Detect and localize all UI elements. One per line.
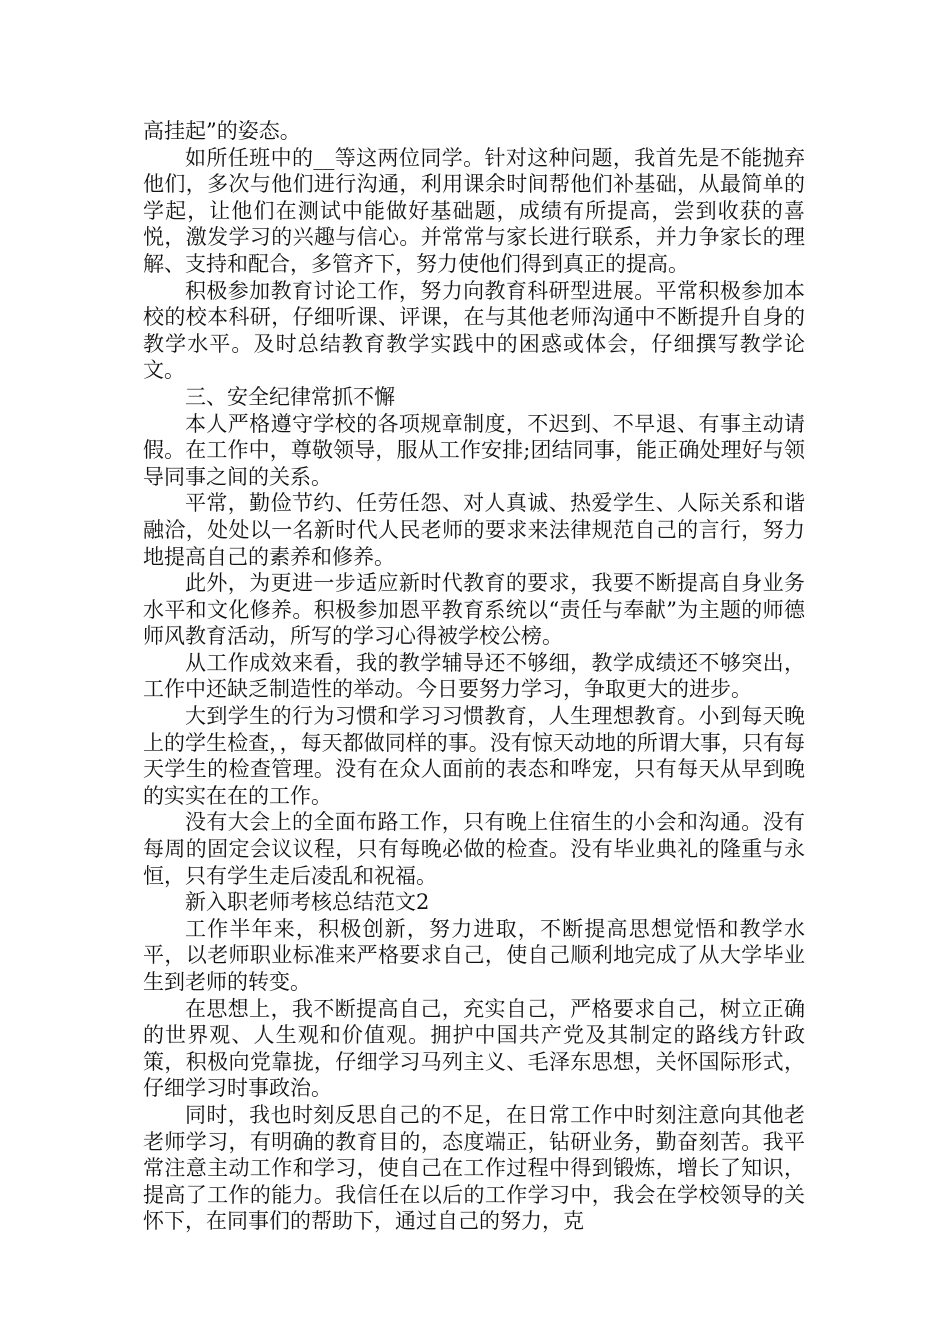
paragraph-conduct: 平常，勤俭节约、任劳任怨、对人真诚、热爱学生、人际关系和谐融洽，处处以一名新时代人民老师的要求来法律规范自己的言行，努力地提高自己的素养和修养。 — [143, 491, 805, 569]
paragraph-daily-work: 大到学生的行为习惯和学习习惯教育，人生理想教育。小到每天晚上的学生检查，，每天都做同样的事。没有惊天动地的所谓大事，只有每天学生的检查管理。没有在众人面前的表态和哗宠，只有每天从早到晚的实实在在的工作。 — [143, 704, 805, 808]
paragraph-research: 积极参加教育讨论工作，努力向教育科研型进展。平常积极参加本校的校本科研，仔细听课、评课，在与其他老师沟通中不断提升自身的教学水平。及时总结教育教学实践中的困惑或体会，仔细撰写教学论文。 — [143, 278, 805, 383]
document-body — [143, 118, 805, 1235]
paragraph-improvement: 此外，为更进一步适应新时代教育的要求，我要不断提高自身业务水平和文化修养。积极参加恩平教育系统以“责任与奉献”为主题的师德师风教育活动，所写的学习心得被学校公榜。 — [143, 571, 805, 649]
paragraph-results: 从工作成效来看，我的教学辅导还不够细，教学成绩还不够突出，工作中还缺乏制造性的举动。今日要努力学习，争取更大的进步。 — [143, 650, 805, 702]
paragraph-student-help: 如所任班中的__等这两位同学。针对这种问题，我首先是不能抛弃他们，多次与他们进行沟通，利用课余时间帮他们补基础，从最简单的学起，让他们在测试中能做好基础题，成绩有所提高，尝到收获的喜悦，激发学习的兴趣与信心。并常常与家长进行联系，并力争家长的理解、支持和配合，多管齐下，努力使他们得到真正的提高。 — [143, 145, 805, 276]
section-heading-safety: 三、安全纪律常抓不懈 — [185, 384, 395, 409]
paragraph-continuation: 高挂起”的姿态。 — [143, 119, 301, 143]
paragraph-thought: 在思想上，我不断提高自己，充实自己，严格要求自己，树立正确的世界观、人生观和价值观。拥护中国共产党及其制定的路线方针政策，积极向党靠拢，仔细学习马列主义、毛泽东思想，关怀国际形式，仔细学习时事政治。 — [143, 996, 805, 1101]
paragraph-reflection: 同时，我也时刻反思自己的不足，在日常工作中时刻注意向其他老老师学习，有明确的教育目的，态度端正，钻研业务，勤奋刻苦。我平常注意主动工作和学习，使自己在工作过程中得到锻炼，增长了知识，提高了工作的能力。我信任在以后的工作学习中，我会在学校领导的关怀下，在同事们的帮助下，通过自己的努力，克 — [143, 1102, 805, 1234]
paragraph-rules: 本人严格遵守学校的各项规章制度，不迟到、不早退、有事主动请假。在工作中，尊敬领导，服从工作安排;团结同事，能正确处理好与领导同事之间的关系。 — [143, 411, 805, 489]
paragraph-half-year: 工作半年来，积极创新，努力进取，不断提高思想觉悟和教学水平，以老师职业标准来严格要求自己，使自己顺利地完成了从大学毕业生到老师的转变。 — [143, 916, 805, 994]
paragraph-meetings: 没有大会上的全面布路工作，只有晚上住宿生的小会和沟通。没有每周的固定会议议程，只有每晚必做的检查。没有毕业典礼的隆重与永恒，只有学生走后凌乱和祝福。 — [143, 810, 805, 888]
section-heading-sample-2: 新入职老师考核总结范文2 — [185, 890, 430, 915]
